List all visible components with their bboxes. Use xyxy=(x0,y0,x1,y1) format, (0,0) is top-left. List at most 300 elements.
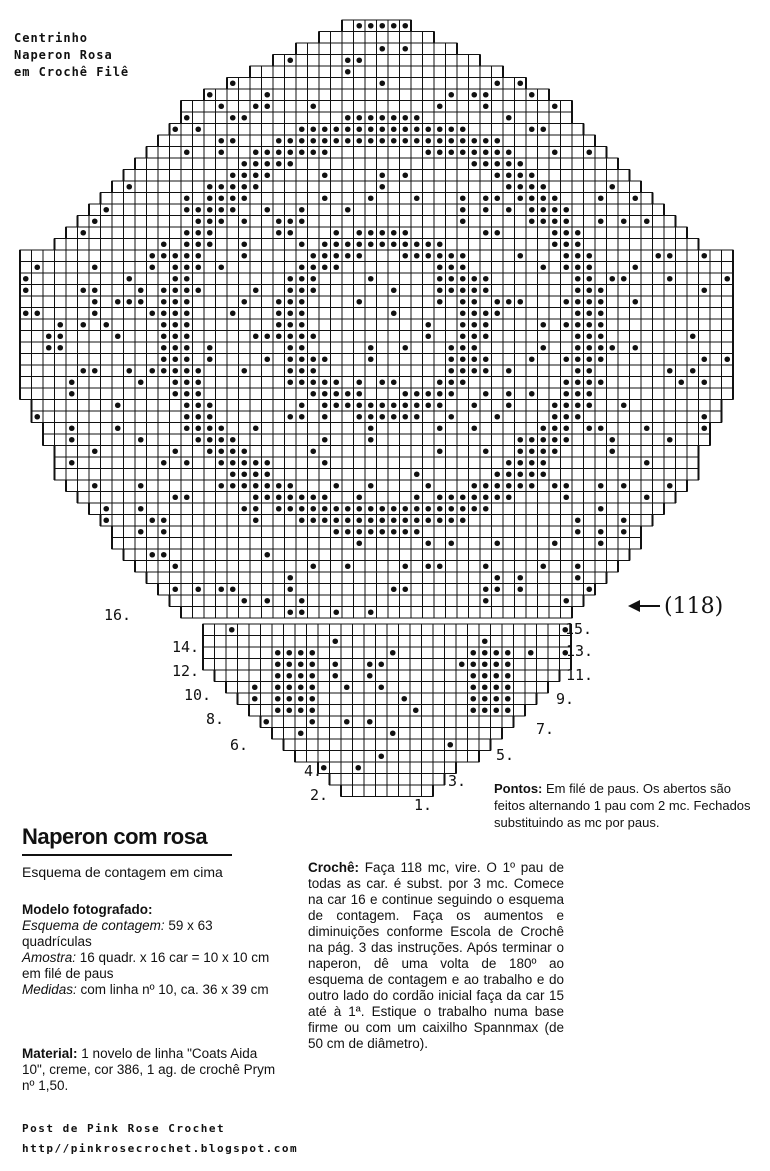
upper-cell xyxy=(641,273,653,285)
upper-cell xyxy=(561,170,573,182)
upper-cell xyxy=(423,434,435,446)
upper-dot xyxy=(632,195,638,201)
upper-dot xyxy=(184,345,190,351)
upper-cell xyxy=(377,595,389,607)
upper-cell xyxy=(147,526,159,538)
upper-cell xyxy=(262,561,274,573)
upper-cell xyxy=(630,469,642,481)
upper-cell xyxy=(549,607,561,619)
upper-dot xyxy=(172,276,178,282)
upper-dot xyxy=(563,391,569,397)
upper-dot xyxy=(23,310,29,316)
upper-cell xyxy=(55,354,67,366)
upper-cell xyxy=(549,250,561,262)
upper-cell xyxy=(308,595,320,607)
upper-dot xyxy=(483,448,489,454)
upper-cell xyxy=(584,492,596,504)
lower-dot xyxy=(505,707,511,713)
upper-cell xyxy=(480,457,492,469)
upper-dot xyxy=(621,483,627,489)
upper-cell xyxy=(377,89,389,101)
upper-cell xyxy=(135,181,147,193)
upper-cell xyxy=(124,354,136,366)
upper-cell xyxy=(147,446,159,458)
upper-cell xyxy=(308,239,320,251)
upper-dot xyxy=(494,494,500,500)
upper-cell xyxy=(503,411,515,423)
upper-cell xyxy=(78,239,90,251)
lower-cell xyxy=(399,716,411,728)
pontos-label: Pontos: xyxy=(494,781,543,796)
lower-cell xyxy=(353,739,365,751)
upper-dot xyxy=(529,460,535,466)
upper-cell xyxy=(653,457,665,469)
upper-cell xyxy=(227,595,239,607)
lower-cell xyxy=(387,670,399,682)
upper-cell xyxy=(446,239,458,251)
lower-dot xyxy=(298,696,304,702)
upper-dot xyxy=(276,483,282,489)
upper-dot xyxy=(379,138,385,144)
upper-cell xyxy=(55,262,67,274)
upper-cell xyxy=(308,89,320,101)
upper-cell xyxy=(262,377,274,389)
upper-cell xyxy=(515,365,527,377)
upper-cell xyxy=(503,124,515,136)
upper-cell xyxy=(239,411,251,423)
upper-cell xyxy=(89,227,101,239)
upper-dot xyxy=(299,402,305,408)
upper-cell xyxy=(607,503,619,515)
upper-cell xyxy=(354,354,366,366)
lower-cell xyxy=(491,624,503,636)
upper-cell xyxy=(32,296,44,308)
lower-cell xyxy=(548,636,560,648)
upper-dot xyxy=(552,218,558,224)
upper-dot xyxy=(402,402,408,408)
upper-cell xyxy=(101,308,113,320)
lower-cell xyxy=(376,716,388,728)
upper-cell xyxy=(43,377,55,389)
upper-cell xyxy=(584,549,596,561)
upper-cell xyxy=(653,354,665,366)
upper-cell xyxy=(607,365,619,377)
upper-cell xyxy=(319,101,331,113)
upper-cell xyxy=(457,411,469,423)
upper-cell xyxy=(331,342,343,354)
upper-cell xyxy=(492,503,504,515)
lower-cell xyxy=(433,670,445,682)
upper-cell xyxy=(710,273,722,285)
upper-dot xyxy=(437,563,443,569)
upper-cell xyxy=(147,170,159,182)
upper-cell xyxy=(457,181,469,193)
upper-cell xyxy=(377,388,389,400)
upper-dot xyxy=(540,184,546,190)
upper-cell xyxy=(630,319,642,331)
upper-cell xyxy=(710,296,722,308)
upper-dot xyxy=(92,368,98,374)
upper-cell xyxy=(595,411,607,423)
upper-cell xyxy=(618,239,630,251)
start-chain-count: (118) xyxy=(664,594,724,619)
upper-cell xyxy=(101,480,113,492)
upper-cell xyxy=(262,572,274,584)
upper-dot xyxy=(563,402,569,408)
upper-cell xyxy=(434,538,446,550)
upper-cell xyxy=(170,572,182,584)
upper-dot xyxy=(69,379,75,385)
upper-cell xyxy=(135,469,147,481)
upper-dot xyxy=(460,322,466,328)
upper-cell xyxy=(124,549,136,561)
upper-cell xyxy=(147,273,159,285)
upper-cell xyxy=(434,308,446,320)
upper-cell xyxy=(365,319,377,331)
upper-cell xyxy=(342,227,354,239)
upper-dot xyxy=(471,92,477,98)
upper-dot xyxy=(471,287,477,293)
upper-cell xyxy=(584,204,596,216)
upper-cell xyxy=(285,78,297,90)
upper-dot xyxy=(483,92,489,98)
upper-cell xyxy=(561,503,573,515)
upper-cell xyxy=(262,526,274,538)
upper-cell xyxy=(641,388,653,400)
upper-cell xyxy=(480,78,492,90)
upper-cell xyxy=(227,388,239,400)
upper-dot xyxy=(667,276,673,282)
upper-cell xyxy=(342,20,354,32)
upper-cell xyxy=(584,411,596,423)
upper-dot xyxy=(379,241,385,247)
upper-cell xyxy=(342,181,354,193)
upper-cell xyxy=(618,319,630,331)
upper-cell xyxy=(227,423,239,435)
upper-cell xyxy=(342,43,354,55)
upper-dot xyxy=(368,138,374,144)
upper-cell xyxy=(480,515,492,527)
upper-cell xyxy=(285,434,297,446)
upper-cell xyxy=(480,469,492,481)
upper-dot xyxy=(575,379,581,385)
upper-cell xyxy=(641,342,653,354)
upper-dot xyxy=(172,253,178,259)
upper-cell xyxy=(101,262,113,274)
upper-cell xyxy=(285,446,297,458)
lower-dot xyxy=(275,673,281,679)
upper-cell xyxy=(89,423,101,435)
upper-dot xyxy=(207,218,213,224)
upper-dot xyxy=(529,391,535,397)
upper-cell xyxy=(296,193,308,205)
upper-cell xyxy=(250,388,262,400)
upper-cell xyxy=(687,400,699,412)
upper-cell xyxy=(135,342,147,354)
upper-cell xyxy=(457,480,469,492)
upper-cell xyxy=(158,400,170,412)
upper-cell xyxy=(55,457,67,469)
upper-cell xyxy=(676,480,688,492)
upper-cell xyxy=(411,216,423,228)
lower-cell xyxy=(537,659,549,671)
upper-cell xyxy=(365,262,377,274)
upper-cell xyxy=(423,32,435,44)
upper-cell xyxy=(618,308,630,320)
lower-cell xyxy=(445,647,457,659)
lower-cell xyxy=(330,716,342,728)
upper-cell xyxy=(710,250,722,262)
upper-cell xyxy=(549,377,561,389)
upper-cell xyxy=(630,377,642,389)
upper-cell xyxy=(89,250,101,262)
upper-cell xyxy=(676,296,688,308)
upper-cell xyxy=(423,204,435,216)
upper-dot xyxy=(667,368,673,374)
lower-dot xyxy=(275,684,281,690)
upper-cell xyxy=(400,595,412,607)
upper-dot xyxy=(207,92,213,98)
upper-dot xyxy=(322,414,328,420)
upper-cell xyxy=(78,492,90,504)
lower-cell xyxy=(261,659,273,671)
upper-dot xyxy=(667,253,673,259)
upper-cell xyxy=(434,607,446,619)
upper-dot xyxy=(552,483,558,489)
upper-cell xyxy=(124,193,136,205)
upper-cell xyxy=(331,66,343,78)
upper-cell xyxy=(515,319,527,331)
lower-cell xyxy=(353,774,365,786)
upper-cell xyxy=(216,526,228,538)
upper-cell xyxy=(32,354,44,366)
lower-cell xyxy=(318,636,330,648)
upper-cell xyxy=(331,78,343,90)
upper-cell xyxy=(285,388,297,400)
lower-cell xyxy=(548,659,560,671)
upper-dot xyxy=(299,276,305,282)
upper-cell xyxy=(285,239,297,251)
upper-cell xyxy=(158,158,170,170)
upper-cell xyxy=(630,388,642,400)
upper-dot xyxy=(356,23,362,29)
lower-cell xyxy=(445,693,457,705)
lower-dot xyxy=(286,673,292,679)
upper-cell xyxy=(584,503,596,515)
upper-cell xyxy=(239,135,251,147)
upper-dot xyxy=(667,437,673,443)
upper-cell xyxy=(262,607,274,619)
lower-cell xyxy=(445,659,457,671)
upper-dot xyxy=(552,241,558,247)
upper-cell xyxy=(331,204,343,216)
upper-cell xyxy=(607,538,619,550)
upper-cell xyxy=(561,181,573,193)
upper-cell xyxy=(273,595,285,607)
upper-dot xyxy=(138,529,144,535)
upper-cell xyxy=(526,319,538,331)
upper-cell xyxy=(365,43,377,55)
upper-cell xyxy=(124,239,136,251)
upper-cell xyxy=(262,584,274,596)
upper-cell xyxy=(457,55,469,67)
upper-cell xyxy=(411,423,423,435)
upper-cell xyxy=(423,377,435,389)
upper-cell xyxy=(296,66,308,78)
upper-dot xyxy=(609,448,615,454)
upper-dot xyxy=(230,172,236,178)
upper-dot xyxy=(471,333,477,339)
upper-cell xyxy=(204,147,216,159)
upper-dot xyxy=(391,506,397,512)
upper-cell xyxy=(434,549,446,561)
upper-cell xyxy=(365,158,377,170)
upper-cell xyxy=(618,342,630,354)
upper-dot xyxy=(437,149,443,155)
lower-cell xyxy=(226,636,238,648)
lower-cell xyxy=(399,728,411,740)
upper-cell xyxy=(676,342,688,354)
upper-cell xyxy=(377,216,389,228)
lower-cell xyxy=(445,624,457,636)
upper-cell xyxy=(492,273,504,285)
upper-cell xyxy=(641,204,653,216)
upper-cell xyxy=(526,492,538,504)
lower-cell xyxy=(456,647,468,659)
upper-dot xyxy=(184,230,190,236)
upper-cell xyxy=(204,503,216,515)
upper-dot xyxy=(701,379,707,385)
upper-cell xyxy=(687,469,699,481)
upper-cell xyxy=(388,193,400,205)
lower-cell xyxy=(514,682,526,694)
upper-cell xyxy=(423,469,435,481)
upper-dot xyxy=(195,437,201,443)
upper-cell xyxy=(457,423,469,435)
upper-cell xyxy=(526,515,538,527)
upper-cell xyxy=(331,296,343,308)
upper-cell xyxy=(595,469,607,481)
lower-dot xyxy=(263,719,269,725)
upper-cell xyxy=(331,411,343,423)
lower-cell xyxy=(387,636,399,648)
upper-cell xyxy=(446,469,458,481)
upper-cell xyxy=(227,227,239,239)
upper-cell xyxy=(135,193,147,205)
upper-cell xyxy=(561,457,573,469)
upper-dot xyxy=(345,529,351,535)
upper-cell xyxy=(227,515,239,527)
upper-cell xyxy=(699,342,711,354)
row-number-label: 5. xyxy=(496,746,515,764)
upper-cell xyxy=(296,584,308,596)
upper-dot xyxy=(253,425,259,431)
upper-dot xyxy=(161,345,167,351)
upper-dot xyxy=(345,506,351,512)
upper-cell xyxy=(676,457,688,469)
lower-dot xyxy=(309,684,315,690)
upper-cell xyxy=(618,365,630,377)
upper-cell xyxy=(354,285,366,297)
upper-cell xyxy=(250,584,262,596)
upper-dot xyxy=(253,483,259,489)
upper-dot xyxy=(253,184,259,190)
upper-cell xyxy=(538,377,550,389)
lower-cell xyxy=(284,728,296,740)
upper-cell xyxy=(365,584,377,596)
lower-dot xyxy=(470,661,476,667)
lower-cell xyxy=(376,636,388,648)
lower-dot xyxy=(275,650,281,656)
upper-dot xyxy=(287,218,293,224)
lower-cell xyxy=(376,739,388,751)
upper-dot xyxy=(322,494,328,500)
upper-cell xyxy=(193,181,205,193)
upper-dot xyxy=(333,126,339,132)
upper-cell xyxy=(204,331,216,343)
upper-cell xyxy=(400,480,412,492)
upper-dot xyxy=(460,207,466,213)
upper-dot xyxy=(540,264,546,270)
upper-cell xyxy=(699,388,711,400)
upper-cell xyxy=(664,354,676,366)
upper-cell xyxy=(342,308,354,320)
upper-dot xyxy=(299,126,305,132)
upper-cell xyxy=(676,446,688,458)
upper-dot xyxy=(563,356,569,362)
upper-cell xyxy=(227,572,239,584)
lower-cell xyxy=(353,728,365,740)
upper-cell xyxy=(561,584,573,596)
upper-dot xyxy=(149,368,155,374)
upper-dot xyxy=(218,149,224,155)
upper-cell xyxy=(354,181,366,193)
upper-dot xyxy=(253,149,259,155)
upper-cell xyxy=(216,296,228,308)
upper-cell xyxy=(722,331,734,343)
upper-dot xyxy=(356,126,362,132)
lower-cell xyxy=(215,624,227,636)
upper-dot xyxy=(494,149,500,155)
upper-cell xyxy=(388,101,400,113)
lower-cell xyxy=(410,739,422,751)
upper-cell xyxy=(492,331,504,343)
upper-cell xyxy=(664,285,676,297)
upper-cell xyxy=(89,331,101,343)
upper-cell xyxy=(135,411,147,423)
upper-cell xyxy=(365,572,377,584)
lower-dot xyxy=(493,684,499,690)
upper-cell xyxy=(423,342,435,354)
upper-cell xyxy=(526,377,538,389)
upper-dot xyxy=(310,448,316,454)
upper-cell xyxy=(262,216,274,228)
upper-dot xyxy=(310,103,316,109)
upper-cell xyxy=(722,296,734,308)
upper-dot xyxy=(517,437,523,443)
upper-cell xyxy=(492,216,504,228)
lower-dot xyxy=(332,673,338,679)
upper-cell xyxy=(193,503,205,515)
upper-cell xyxy=(480,526,492,538)
upper-dot xyxy=(241,483,247,489)
upper-cell xyxy=(124,492,136,504)
upper-dot xyxy=(115,425,121,431)
upper-cell xyxy=(710,319,722,331)
upper-dot xyxy=(575,529,581,535)
lower-cell xyxy=(238,647,250,659)
upper-cell xyxy=(400,296,412,308)
